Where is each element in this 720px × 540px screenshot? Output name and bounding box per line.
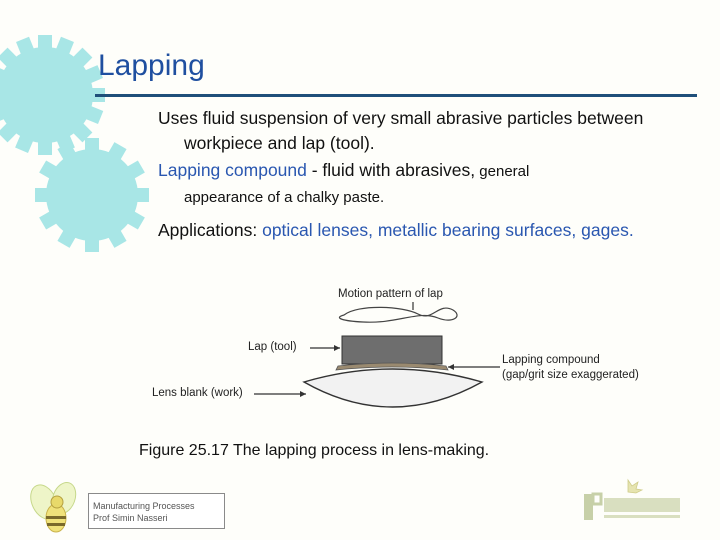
polytechnic-logo-icon <box>580 478 690 528</box>
bullet-small-text: general <box>475 163 530 180</box>
slide-title: Lapping <box>98 49 205 82</box>
figure-caption: Figure 25.17 The lapping process in lens‑making. <box>139 442 490 459</box>
compound-label: Lapping compound <box>502 354 600 366</box>
lap-tool-block <box>342 336 442 364</box>
bee-logo-icon <box>28 478 83 536</box>
compound-sublabel: (gap/grit size exaggerated) <box>502 369 639 381</box>
lens-blank-shape <box>304 369 482 407</box>
bullet-item <box>158 158 678 210</box>
footer-author: Prof Simin Nasseri <box>93 513 168 523</box>
footer-credit-box <box>88 493 225 529</box>
blank-arrowhead <box>300 391 306 397</box>
bullet-highlight: optical lenses, metallic bearing surfaces, gages. <box>262 220 634 240</box>
lap-label: Lap (tool) <box>248 341 297 353</box>
bullet-list <box>158 106 678 243</box>
title-divider <box>95 94 697 97</box>
bullet-text: Applications: <box>158 220 263 240</box>
bullet-text: Uses fluid suspension of very small abrasive particles between workpiece and lap (tool). <box>158 108 644 153</box>
lapping-figure <box>148 282 668 437</box>
gear-icon <box>35 138 149 252</box>
bullet-continuation: appearance of a chalky paste. <box>184 189 385 206</box>
compound-arrowhead <box>448 364 454 370</box>
footer-course: Manufacturing Processes <box>93 501 195 511</box>
gear-icon <box>0 35 105 155</box>
bullet-highlight: Lapping compound <box>158 160 307 180</box>
bullet-item <box>158 218 678 243</box>
gear-decoration <box>0 0 170 270</box>
bullet-item <box>158 106 678 156</box>
bullet-text: - fluid with abrasives, <box>306 160 476 180</box>
blank-label: Lens blank (work) <box>152 387 243 399</box>
motion-pattern-path <box>339 307 457 322</box>
lap-arrowhead <box>334 345 340 351</box>
motion-label: Motion pattern of lap <box>338 288 443 300</box>
